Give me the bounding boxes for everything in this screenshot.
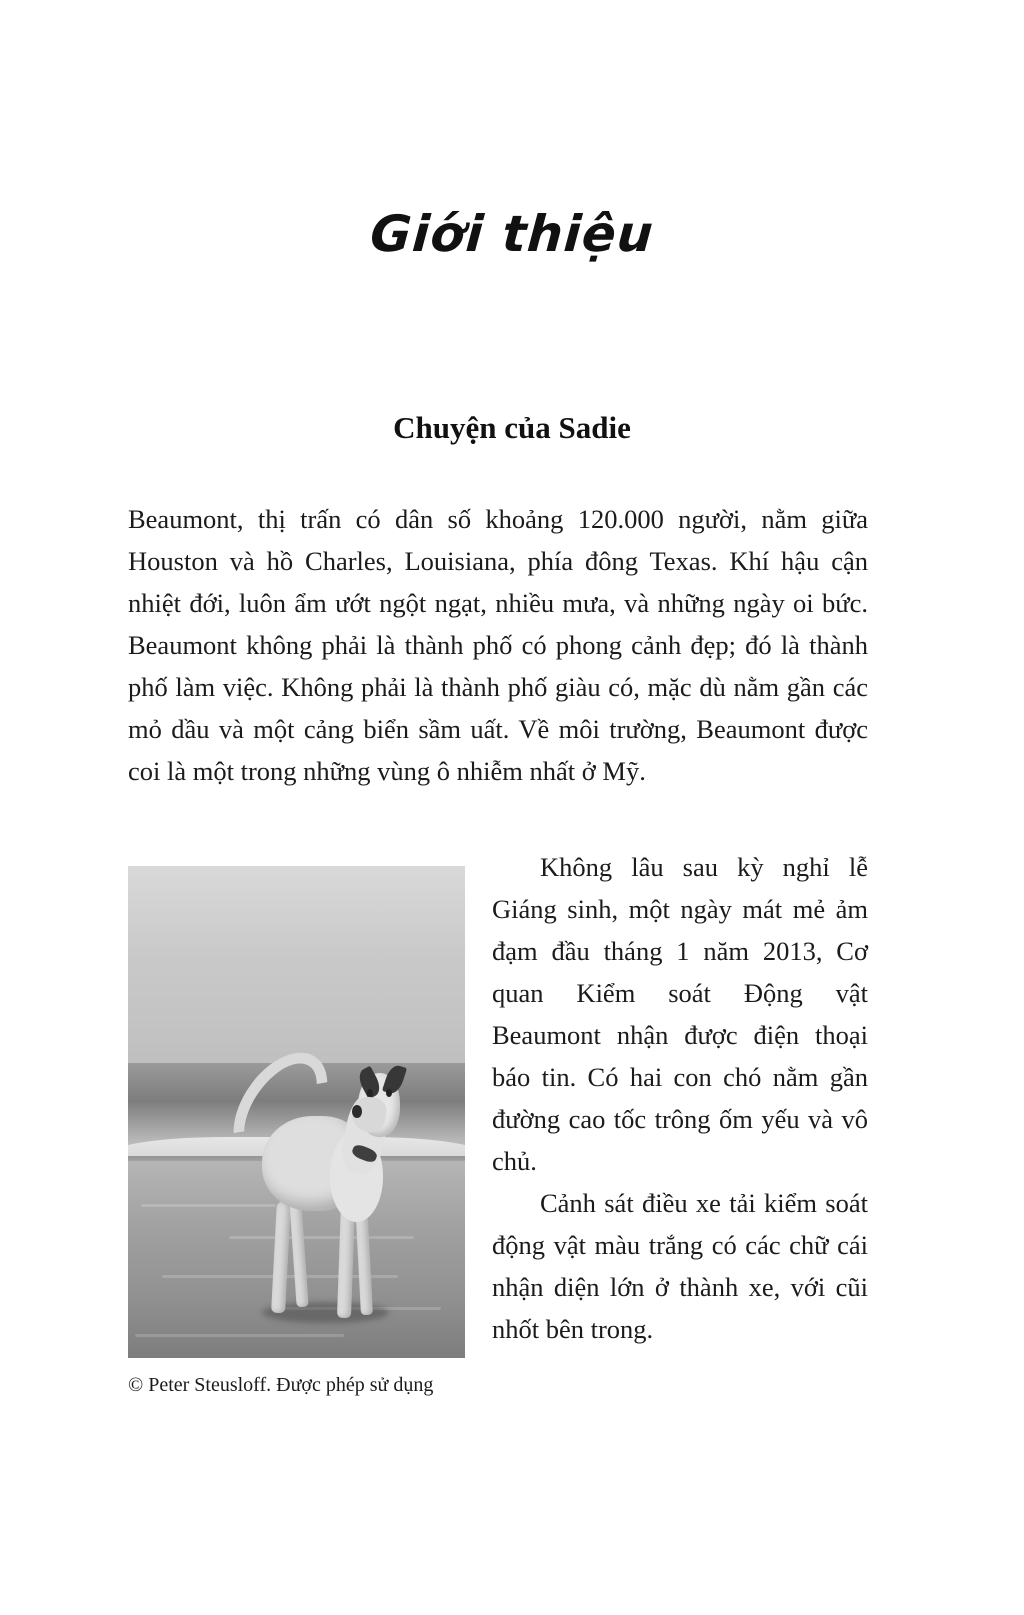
figure-caption: © Peter Steusloff. Được phép sử dụng	[128, 1374, 434, 1396]
chapter-title: Giới thiệu	[368, 205, 656, 263]
intro-paragraph: Beaumont, thị trấn có dân số khoảng 120.000 người, nằm giữa Houston và hồ Charles, Louisiana, phía đông Texas. Khí hậu cận nhiệt đới, luôn ẩm ướt ngột ngạt, nhiều mưa, và những ngày oi bức. Beaumont không phải là thành phố có phong cảnh đẹp; đó là thành phố làm việc. Không phải là thành phố giàu có, mặc dù nằm gần các mỏ dầu và một cảng biển sầm uất. Về môi trường, Beaumont được coi là một trong những vùng ô nhiễm nhất ở Mỹ.	[128, 504, 868, 786]
section-title: Chuyện của Sadie	[393, 410, 631, 445]
side-paragraph-1: Không lâu sau kỳ nghỉ lễ Giáng sinh, một ngày mát mẻ ảm đạm đầu tháng 1 năm 2013, Cơ quan Kiểm soát Động vật Beaumont nhận được điện thoại báo tin. Có hai con chó nằm gần đường cao tốc trông ốm yếu và vô chủ.	[492, 852, 868, 1176]
side-paragraph-block	[492, 846, 868, 1350]
dog-subject	[249, 1068, 404, 1334]
dog-on-beach-photo	[128, 866, 465, 1358]
side-paragraph-2: Cảnh sát điều xe tải kiểm soát động vật màu trắng có các chữ cái nhận diện lớn ở thành xe, với cũi nhốt bên trong.	[492, 1188, 868, 1344]
intro-paragraph-block	[128, 498, 868, 792]
figure-dog-on-beach	[128, 866, 465, 1398]
